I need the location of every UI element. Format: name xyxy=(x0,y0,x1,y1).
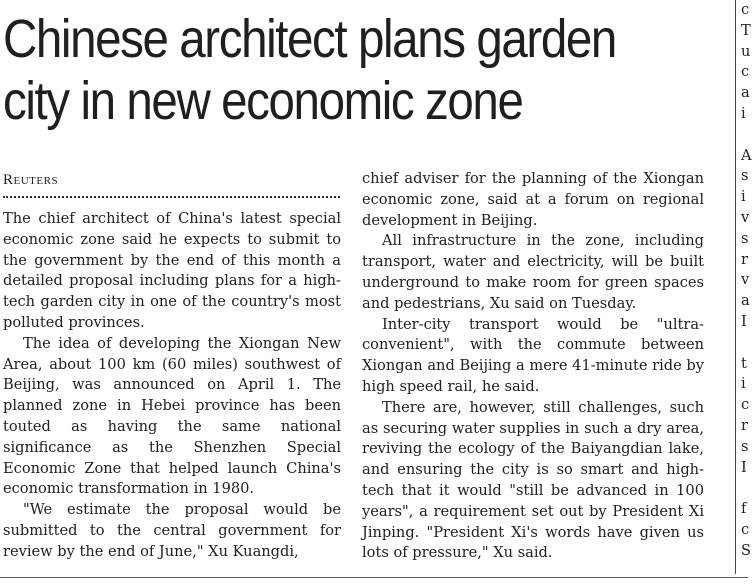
edge-letter: i xyxy=(741,188,746,206)
byline-dotted-divider xyxy=(3,196,340,198)
page-bottom-rule xyxy=(0,577,748,578)
edge-letter: r xyxy=(741,250,748,268)
paragraph: The chief architect of China's latest special economic zone said he expects to submit to the government by the end of this month a detailed proposal including plans for a high-tech garden city in one of the country's most polluted provinces. xyxy=(3,210,341,331)
edge-letter: c xyxy=(741,396,750,414)
headline-line-2: city in new economic zone xyxy=(3,71,523,131)
edge-letter: S xyxy=(741,541,751,559)
edge-letter: s xyxy=(741,229,749,247)
edge-letter: c xyxy=(741,63,750,81)
edge-letter: f xyxy=(741,500,747,518)
edge-letter xyxy=(741,333,748,354)
edge-letter: u xyxy=(741,42,751,60)
paragraph: There are, however, still challenges, such as securing water supplies in such a dry area, reviving the ecology of the Baiyangdian lake, and ensuring the city is so smart and high-tech that it would "still be advanced in 100 years", a requirement set out by President Xi Jinping. "President Xi's words have given us lots of pressure," Xu said. xyxy=(362,398,704,562)
edge-letter: v xyxy=(741,208,750,226)
edge-letter: a xyxy=(741,84,750,102)
edge-letter: i xyxy=(741,104,746,122)
headline xyxy=(3,8,633,132)
edge-letter: v xyxy=(741,271,750,289)
edge-letter: c xyxy=(741,1,750,18)
edge-letter: I xyxy=(741,458,747,476)
paragraph: chief adviser for the planning of the Xiongan economic zone, said at a forum on regional development in Beijing. xyxy=(362,170,704,229)
paragraph: The idea of developing the Xiongan New Area, about 100 km (60 miles) southwest of Beijing, was announced on April 1. The planned zone in Hebei province has been touted as having the same national significance as the Shenzhen Special Economic Zone that helped launch China's economic transformation in 1980. xyxy=(3,334,341,498)
column-divider xyxy=(735,0,736,574)
edge-letter: r xyxy=(741,416,748,434)
article-column-2 xyxy=(362,169,704,564)
article-column-1 xyxy=(3,209,341,563)
edge-letter: T xyxy=(741,21,751,39)
headline-line-1: Chinese architect plans garden xyxy=(3,9,616,69)
paragraph: "We estimate the proposal would be submitted to the central government for review by the end of June," Xu Kuangdi, xyxy=(3,501,341,560)
edge-letter: i xyxy=(741,375,746,393)
paragraph: All infrastructure in the zone, including transport, water and electricity, will be built underground to make room for green spaces and pedestrians, Xu said on Tuesday. xyxy=(362,232,704,312)
edge-letter: I xyxy=(741,312,747,330)
edge-letter: c xyxy=(741,520,750,538)
adjacent-article-edge xyxy=(741,0,752,562)
edge-letter: a xyxy=(741,292,750,310)
edge-letter: t xyxy=(741,354,747,372)
edge-letter xyxy=(741,125,748,146)
byline: Reuters xyxy=(3,172,59,188)
edge-letter xyxy=(741,478,748,499)
edge-letter: s xyxy=(741,437,749,455)
edge-letter: s xyxy=(741,167,749,185)
paragraph: Inter-city transport would be "ultra-convenient", with the commute between Xiongan and Beijing a mere 41-minute ride by high speed rail, he said. xyxy=(362,315,704,395)
edge-letter: A xyxy=(741,146,752,164)
